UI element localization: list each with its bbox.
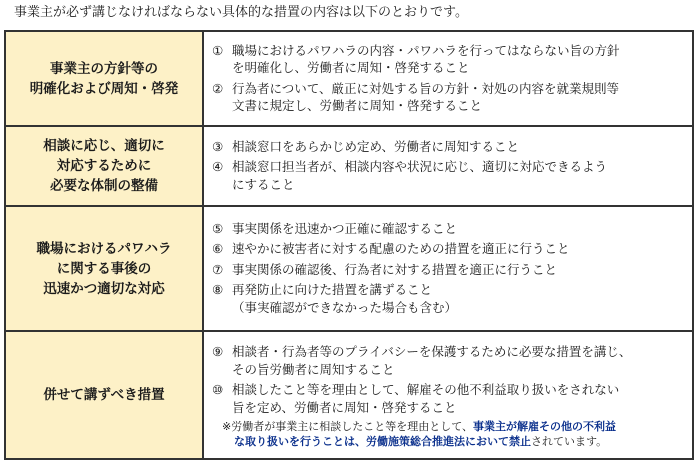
- footnote-highlight: な取り扱いを行うことは、労働施策総合推進法において禁止: [234, 435, 531, 448]
- list-item: [212, 381, 688, 416]
- items-cell: [203, 206, 693, 331]
- category-label: 対応するために: [56, 158, 152, 174]
- table-row: [5, 31, 693, 126]
- category-cell: [5, 206, 203, 331]
- item-text: 事実関係の確認後、行為者に対する措置を適正に行うこと: [232, 261, 558, 277]
- table-row: [5, 331, 693, 459]
- item-text: 速やかに被害者に対する配慮のための措置を適正に行うこと: [232, 241, 570, 257]
- footnote: [222, 419, 688, 449]
- item-number: ④: [212, 159, 224, 175]
- item-number: ②: [212, 80, 224, 96]
- list-item: [212, 80, 688, 115]
- category-label: 事業主の方針等の: [50, 60, 158, 77]
- item-text: 相談したこと等を理由として、解雇その他不利益取り扱いをされない 旨を定め、労働者に周知・啓発すること: [232, 382, 620, 415]
- category-label: 迅速かつ適切な対応: [43, 280, 165, 297]
- list-item: [212, 138, 688, 156]
- category-label: 相談に応じ、適切に: [43, 138, 165, 154]
- items-cell: [203, 331, 693, 459]
- item-number: ⑥: [212, 241, 224, 257]
- list-item: [212, 158, 688, 193]
- item-text: 職場におけるパワハラの内容・パワハラを行ってはならない旨の方針 を明確化し、労働者に周知・啓発すること: [232, 42, 620, 75]
- category-label: 職場におけるパワハラ: [36, 240, 172, 257]
- list-item: [212, 261, 688, 279]
- list-item: [212, 343, 688, 378]
- category-label: 併せて講ずべき措置: [43, 387, 165, 403]
- item-number: ⑦: [212, 261, 224, 277]
- table-row: [5, 206, 693, 331]
- list-item: [212, 240, 688, 258]
- category-cell: [5, 331, 203, 459]
- item-text: 相談者・行為者等のプライバシーを保護するために必要な措置を講じ、 その旨労働者に周知すること: [232, 344, 632, 377]
- item-text: 相談窓口担当者が、相談内容や状況に応じ、適切に対応できるよう にすること: [232, 159, 608, 192]
- category-cell: [5, 126, 203, 206]
- measures-table: [4, 30, 694, 460]
- list-item: [212, 42, 688, 77]
- category-label: 明確化および周知・啓発: [29, 80, 179, 97]
- item-number: ③: [212, 138, 224, 154]
- item-number: ⑩: [212, 382, 224, 397]
- footnote-text: されています。: [531, 435, 608, 448]
- items-cell: [203, 126, 693, 206]
- item-text: 相談窓口をあらかじめ定め、労働者に周知すること: [232, 138, 520, 154]
- item-text: 行為者について、厳正に対処する旨の方針・対処の内容を就業規則等 文書に規定し、労働者に周知・啓発すること: [232, 80, 620, 113]
- category-label: 必要な体制の整備: [50, 178, 158, 194]
- item-text: 事実関係を迅速かつ正確に確認すること: [232, 220, 458, 236]
- item-number: ①: [212, 42, 224, 58]
- category-cell: [5, 31, 203, 126]
- item-number: ⑧: [212, 282, 224, 298]
- item-text: 再発防止に向けた措置を講ずること （事実確認ができなかった場合も含む）: [232, 282, 458, 315]
- intro-text: 事業主が必ず講じなければならない具体的な措置の内容は以下のとおりです。: [14, 5, 468, 20]
- item-number: ⑤: [212, 220, 224, 236]
- items-cell: [203, 31, 693, 126]
- item-number: ⑨: [212, 344, 224, 359]
- footnote-text: ※労働者が事業主に相談したこと等を理由として、: [222, 420, 473, 433]
- table-row: [5, 126, 693, 206]
- category-label: に関する事後の: [56, 260, 152, 277]
- list-item: [212, 220, 688, 238]
- footnote-highlight: 事業主が解雇その他の不利益: [473, 420, 616, 433]
- list-item: [212, 281, 688, 316]
